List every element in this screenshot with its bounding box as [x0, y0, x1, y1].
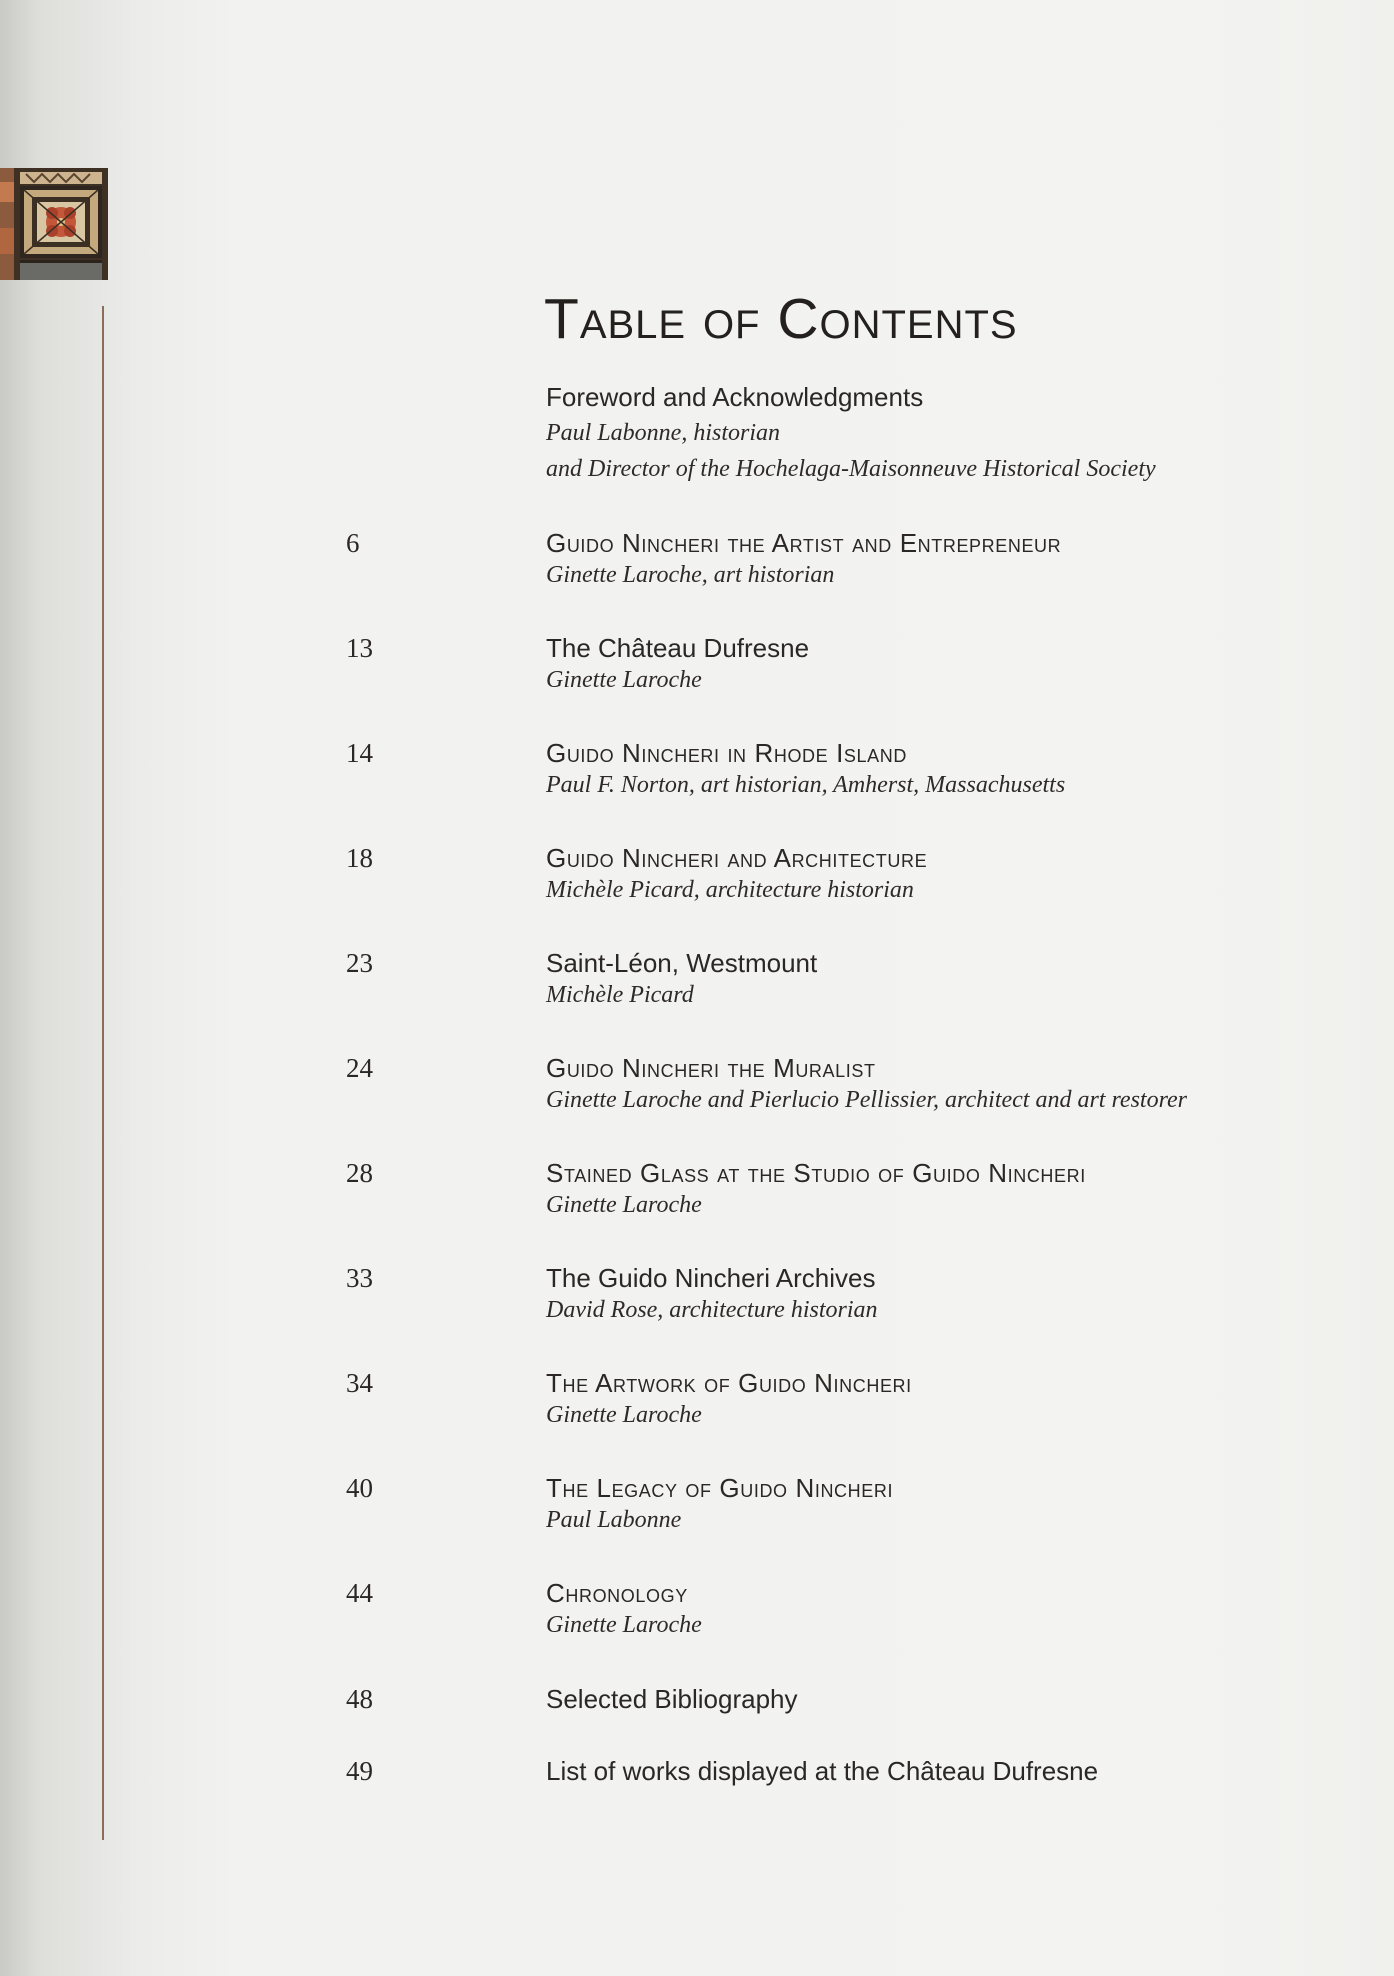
toc-page-number: 49	[346, 1756, 373, 1786]
toc-author: Paul Labonne	[546, 1507, 682, 1533]
toc-page-number: 24	[346, 1053, 373, 1083]
toc-heading: Stained Glass at the Studio of Guido Nincheri	[546, 1158, 1086, 1188]
toc-author: Ginette Laroche	[546, 1192, 702, 1218]
toc-page-number: 44	[346, 1578, 373, 1608]
stained-glass-ornament-image	[0, 168, 108, 280]
toc-page-number: 33	[346, 1263, 373, 1293]
toc-author: Paul Labonne, historian	[546, 420, 781, 446]
toc-page-number: 34	[346, 1368, 373, 1398]
toc-heading: Guido Nincheri and Architecture	[546, 843, 928, 873]
toc-author: Paul F. Norton, art historian, Amherst, Massachusetts	[546, 772, 1066, 798]
toc-heading: List of works displayed at the Château Dufresne	[546, 1756, 1099, 1786]
toc-author-line2: and Director of the Hochelaga-Maisonneuve Historical Society	[546, 456, 1156, 482]
toc-heading: The Legacy of Guido Nincheri	[546, 1473, 894, 1503]
toc-heading: Foreword and Acknowledgments	[546, 382, 924, 412]
toc-author: Michèle Picard	[546, 982, 694, 1008]
toc-author: Ginette Laroche	[546, 1402, 702, 1428]
toc-page-number: 18	[346, 843, 373, 873]
toc-page-number: 14	[346, 738, 373, 768]
toc-heading: The Guido Nincheri Archives	[546, 1263, 876, 1293]
toc-page-number: 6	[346, 528, 360, 558]
toc-heading: Selected Bibliography	[546, 1684, 798, 1714]
toc-heading: The Château Dufresne	[546, 633, 810, 663]
toc-heading: Guido Nincheri in Rhode Island	[546, 738, 907, 768]
toc-page-number: 28	[346, 1158, 373, 1188]
vertical-rule	[102, 306, 104, 1840]
page-title: Table of Contents	[544, 287, 1018, 351]
toc-author: Ginette Laroche and Pierlucio Pellissier, architect and art restorer	[546, 1087, 1188, 1113]
toc-author: Ginette Laroche, art historian	[546, 562, 835, 588]
toc-page-number: 13	[346, 633, 373, 663]
toc-page-number: 23	[346, 948, 373, 978]
toc-author: Michèle Picard, architecture historian	[546, 877, 914, 903]
toc-heading: The Artwork of Guido Nincheri	[546, 1368, 912, 1398]
toc-author: David Rose, architecture historian	[546, 1297, 878, 1323]
toc-heading: Saint-Léon, Westmount	[546, 948, 818, 978]
toc-heading: Guido Nincheri the Artist and Entrepreneur	[546, 528, 1062, 558]
toc-heading: Guido Nincheri the Muralist	[546, 1053, 876, 1083]
toc-author: Ginette Laroche	[546, 667, 702, 693]
toc-page-number: 40	[346, 1473, 373, 1503]
toc-heading: Chronology	[546, 1578, 688, 1608]
toc-page-number: 48	[346, 1684, 373, 1714]
toc-author: Ginette Laroche	[546, 1612, 702, 1638]
